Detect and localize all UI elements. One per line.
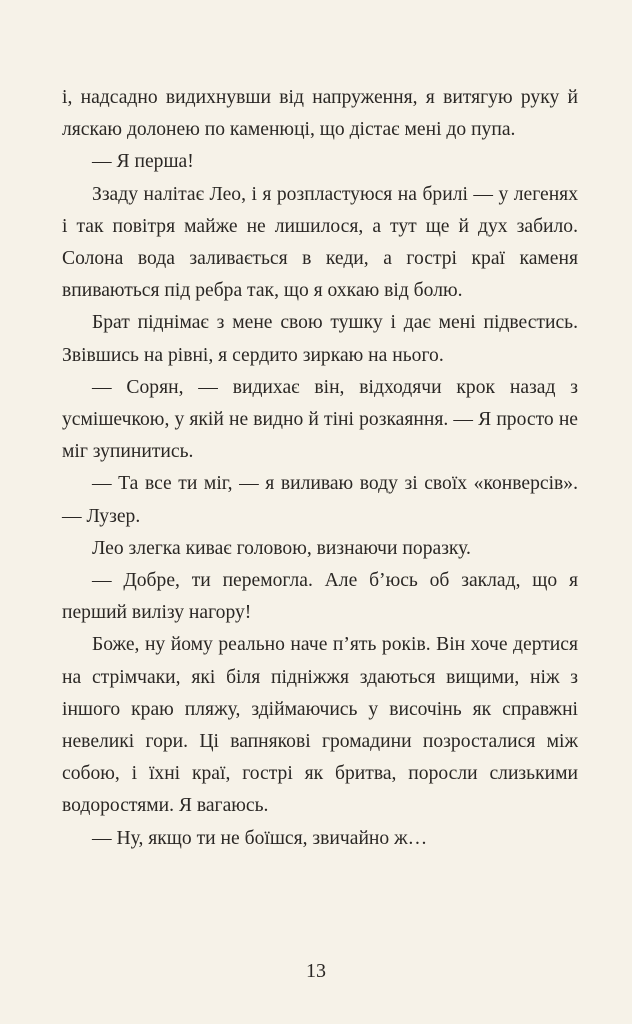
- page-number: 13: [306, 960, 326, 982]
- paragraph: Брат піднімає з мене свою тушку і дає мені підвестись. Звівшись на рівні, я сердито зиркаю на нього.: [62, 312, 578, 366]
- paragraph: — Я перша!: [92, 151, 194, 173]
- paragraph: Боже, ну йому реально наче п’ять років. Він хоче дертися на стрімчаки, які біля підніжжя здаються вищими, ніж з іншого краю пляжу, здіймаючись у височінь як справжні невеликі гори. Ці вапнякові громадини позросталися між собою, і їхні краї, гострі як бритва, поросли слизькими водоростями. Я вагаюсь.: [62, 634, 578, 817]
- paragraph: — Та все ти міг, — я виливаю воду зі своїх «конверсів». — Лузер.: [62, 473, 578, 527]
- paragraph: Лео злегка киває головою, визнаючи поразку.: [92, 537, 471, 559]
- paragraph: — Добре, ти перемогла. Але б’юсь об заклад, що я перший вилізу нагору!: [62, 570, 578, 624]
- paragraph: Ззаду налітає Лео, і я розпластуюся на брилі — у легенях і так повітря майже не лишилося, а тут ще й дух забило. Солона вода заливається в кеди, а гострі краї каменя впиваються під ребра так, що я охкаю від болю.: [62, 183, 578, 302]
- paragraph: — Сорян, — видихає він, відходячи крок назад з усмішечкою, у якій не видно й тіні розкаяння. — Я просто не міг зупинитись.: [62, 376, 578, 463]
- paragraph: — Ну, якщо ти не боїшся, звичайно ж…: [92, 827, 428, 849]
- body-text: [62, 82, 578, 855]
- paragraph: і, надсадно видихнувши від напруження, я витягую руку й ляскаю долонею по каменюці, що дістає мені до пупа.: [62, 87, 578, 141]
